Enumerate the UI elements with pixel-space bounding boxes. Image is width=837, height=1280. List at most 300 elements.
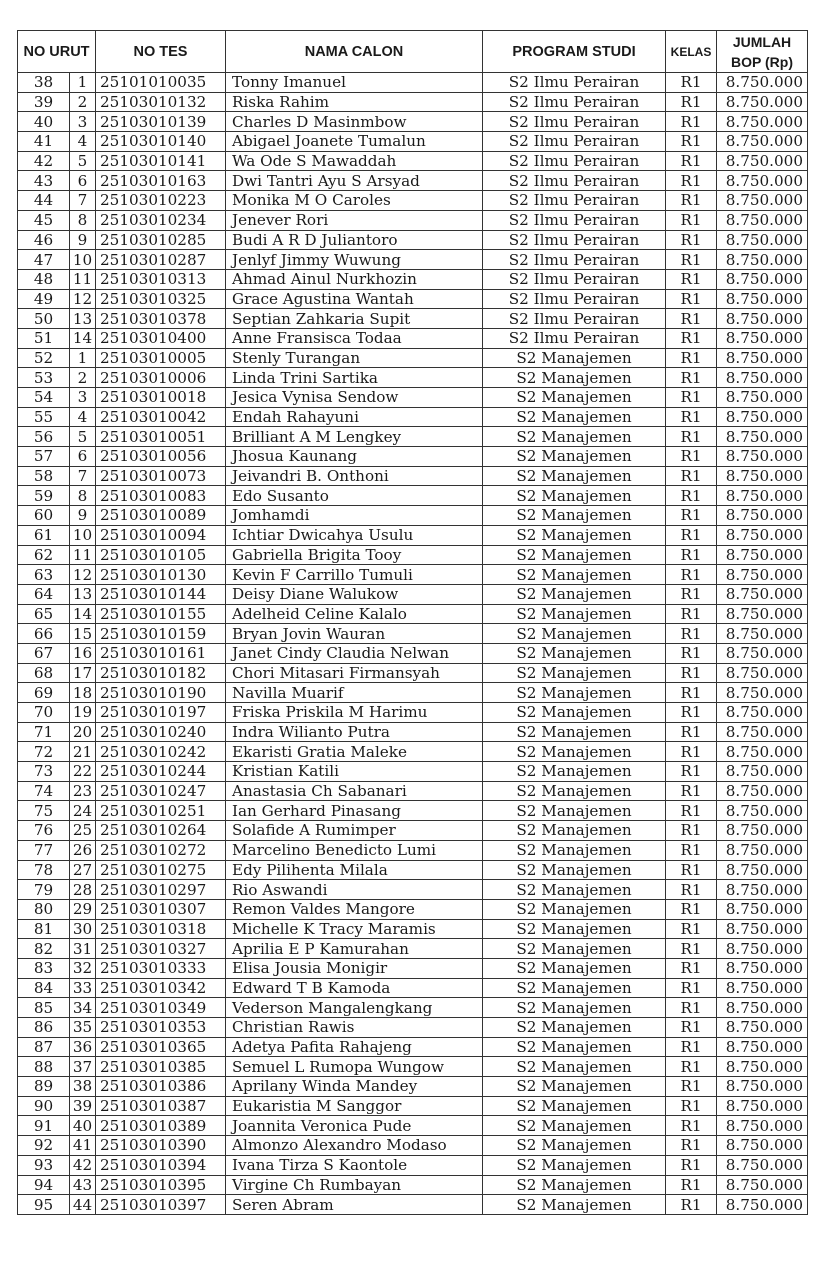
table-row <box>18 1077 808 1097</box>
cell-jumlah-bop: 8.750.000 <box>717 92 808 112</box>
cell-no-program: 1 <box>70 73 96 93</box>
cell-nama-calon: Almonzo Alexandro Modaso <box>226 1136 483 1156</box>
cell-no-urut: 69 <box>18 683 70 703</box>
cell-program-studi: S2 Manajemen <box>483 1037 666 1057</box>
cell-nama-calon: Adetya Pafita Rahajeng <box>226 1037 483 1057</box>
table-row <box>18 781 808 801</box>
cell-nama-calon: Friska Priskila M Harimu <box>226 703 483 723</box>
cell-no-urut: 60 <box>18 506 70 526</box>
table-row <box>18 1195 808 1215</box>
cell-no-urut: 95 <box>18 1195 70 1215</box>
cell-jumlah-bop: 8.750.000 <box>717 781 808 801</box>
cell-no-tes: 25103010349 <box>96 998 226 1018</box>
cell-no-tes: 25103010130 <box>96 565 226 585</box>
cell-nama-calon: Rio Aswandi <box>226 880 483 900</box>
cell-no-tes: 25103010400 <box>96 328 226 348</box>
cell-jumlah-bop: 8.750.000 <box>717 309 808 329</box>
cell-no-urut: 53 <box>18 368 70 388</box>
table-row <box>18 506 808 526</box>
cell-program-studi: S2 Manajemen <box>483 860 666 880</box>
cell-jumlah-bop: 8.750.000 <box>717 210 808 230</box>
cell-no-program: 10 <box>70 525 96 545</box>
cell-no-urut: 39 <box>18 92 70 112</box>
cell-no-urut: 67 <box>18 643 70 663</box>
cell-no-urut: 54 <box>18 388 70 408</box>
table-row <box>18 919 808 939</box>
cell-no-urut: 51 <box>18 328 70 348</box>
cell-kelas: R1 <box>666 1077 717 1097</box>
cell-kelas: R1 <box>666 1037 717 1057</box>
cell-jumlah-bop: 8.750.000 <box>717 1116 808 1136</box>
cell-program-studi: S2 Manajemen <box>483 1077 666 1097</box>
cell-jumlah-bop: 8.750.000 <box>717 643 808 663</box>
cell-kelas: R1 <box>666 132 717 152</box>
table-row <box>18 565 808 585</box>
cell-no-program: 9 <box>70 506 96 526</box>
cell-kelas: R1 <box>666 447 717 467</box>
cell-nama-calon: Seren Abram <box>226 1195 483 1215</box>
cell-program-studi: S2 Manajemen <box>483 742 666 762</box>
cell-program-studi: S2 Ilmu Perairan <box>483 92 666 112</box>
cell-program-studi: S2 Ilmu Perairan <box>483 328 666 348</box>
cell-no-tes: 25103010397 <box>96 1195 226 1215</box>
cell-no-tes: 25103010163 <box>96 171 226 191</box>
cell-no-urut: 76 <box>18 821 70 841</box>
cell-kelas: R1 <box>666 1136 717 1156</box>
cell-jumlah-bop: 8.750.000 <box>717 1096 808 1116</box>
header-program-studi: PROGRAM STUDI <box>483 31 666 73</box>
table-row <box>18 328 808 348</box>
cell-no-urut: 92 <box>18 1136 70 1156</box>
cell-program-studi: S2 Manajemen <box>483 388 666 408</box>
cell-nama-calon: Kristian Katili <box>226 762 483 782</box>
cell-jumlah-bop: 8.750.000 <box>717 722 808 742</box>
cell-program-studi: S2 Manajemen <box>483 663 666 683</box>
cell-nama-calon: Ian Gerhard Pinasang <box>226 801 483 821</box>
cell-program-studi: S2 Manajemen <box>483 801 666 821</box>
cell-no-tes: 25103010240 <box>96 722 226 742</box>
cell-no-urut: 83 <box>18 958 70 978</box>
cell-no-program: 44 <box>70 1195 96 1215</box>
table-row <box>18 447 808 467</box>
cell-jumlah-bop: 8.750.000 <box>717 742 808 762</box>
table-row <box>18 1175 808 1195</box>
cell-no-program: 33 <box>70 978 96 998</box>
cell-program-studi: S2 Manajemen <box>483 958 666 978</box>
cell-program-studi: S2 Ilmu Perairan <box>483 210 666 230</box>
cell-jumlah-bop: 8.750.000 <box>717 584 808 604</box>
cell-kelas: R1 <box>666 427 717 447</box>
cell-no-program: 16 <box>70 643 96 663</box>
table-row <box>18 1037 808 1057</box>
cell-no-urut: 81 <box>18 919 70 939</box>
cell-no-tes: 25103010318 <box>96 919 226 939</box>
cell-nama-calon: Eukaristia M Sanggor <box>226 1096 483 1116</box>
cell-nama-calon: Marcelino Benedicto Lumi <box>226 840 483 860</box>
cell-jumlah-bop: 8.750.000 <box>717 328 808 348</box>
cell-kelas: R1 <box>666 1057 717 1077</box>
cell-kelas: R1 <box>666 348 717 368</box>
cell-no-urut: 44 <box>18 191 70 211</box>
cell-no-tes: 25103010297 <box>96 880 226 900</box>
cell-program-studi: S2 Manajemen <box>483 486 666 506</box>
cell-no-program: 2 <box>70 92 96 112</box>
cell-nama-calon: Monika M O Caroles <box>226 191 483 211</box>
cell-jumlah-bop: 8.750.000 <box>717 1155 808 1175</box>
cell-nama-calon: Edy Pilihenta Milala <box>226 860 483 880</box>
cell-program-studi: S2 Manajemen <box>483 1155 666 1175</box>
cell-no-program: 20 <box>70 722 96 742</box>
cell-kelas: R1 <box>666 722 717 742</box>
cell-jumlah-bop: 8.750.000 <box>717 486 808 506</box>
header-jumlah-line1: JUMLAH <box>732 33 792 50</box>
cell-nama-calon: Edo Susanto <box>226 486 483 506</box>
cell-kelas: R1 <box>666 486 717 506</box>
cell-kelas: R1 <box>666 584 717 604</box>
table-row <box>18 368 808 388</box>
cell-no-tes: 25103010159 <box>96 624 226 644</box>
table-row <box>18 407 808 427</box>
cell-program-studi: S2 Manajemen <box>483 840 666 860</box>
table-row <box>18 466 808 486</box>
cell-kelas: R1 <box>666 269 717 289</box>
cell-no-program: 24 <box>70 801 96 821</box>
cell-program-studi: S2 Manajemen <box>483 978 666 998</box>
cell-nama-calon: Adelheid Celine Kalalo <box>226 604 483 624</box>
cell-kelas: R1 <box>666 840 717 860</box>
cell-nama-calon: Gabriella Brigita Tooy <box>226 545 483 565</box>
cell-program-studi: S2 Manajemen <box>483 1096 666 1116</box>
cell-program-studi: S2 Ilmu Perairan <box>483 230 666 250</box>
cell-no-urut: 56 <box>18 427 70 447</box>
cell-program-studi: S2 Ilmu Perairan <box>483 250 666 270</box>
cell-program-studi: S2 Manajemen <box>483 525 666 545</box>
table-row <box>18 289 808 309</box>
cell-program-studi: S2 Manajemen <box>483 998 666 1018</box>
cell-no-tes: 25103010197 <box>96 703 226 723</box>
cell-nama-calon: Anne Fransisca Todaa <box>226 328 483 348</box>
cell-no-urut: 86 <box>18 1018 70 1038</box>
cell-nama-calon: Jhosua Kaunang <box>226 447 483 467</box>
table-row <box>18 1057 808 1077</box>
table-row <box>18 683 808 703</box>
header-no-urut: NO URUT <box>18 31 96 73</box>
cell-kelas: R1 <box>666 73 717 93</box>
cell-jumlah-bop: 8.750.000 <box>717 447 808 467</box>
cell-no-program: 39 <box>70 1096 96 1116</box>
table-row <box>18 643 808 663</box>
cell-no-urut: 46 <box>18 230 70 250</box>
cell-no-urut: 84 <box>18 978 70 998</box>
cell-jumlah-bop: 8.750.000 <box>717 171 808 191</box>
cell-no-program: 11 <box>70 269 96 289</box>
cell-no-urut: 47 <box>18 250 70 270</box>
cell-no-program: 18 <box>70 683 96 703</box>
cell-jumlah-bop: 8.750.000 <box>717 250 808 270</box>
cell-no-tes: 25103010264 <box>96 821 226 841</box>
cell-kelas: R1 <box>666 368 717 388</box>
cell-no-tes: 25103010051 <box>96 427 226 447</box>
cell-kelas: R1 <box>666 388 717 408</box>
cell-kelas: R1 <box>666 1175 717 1195</box>
cell-no-tes: 25103010161 <box>96 643 226 663</box>
cell-program-studi: S2 Manajemen <box>483 506 666 526</box>
cell-kelas: R1 <box>666 762 717 782</box>
cell-no-tes: 25103010353 <box>96 1018 226 1038</box>
table-row <box>18 860 808 880</box>
table-row <box>18 880 808 900</box>
cell-no-urut: 48 <box>18 269 70 289</box>
cell-no-urut: 77 <box>18 840 70 860</box>
cell-jumlah-bop: 8.750.000 <box>717 151 808 171</box>
table-row <box>18 978 808 998</box>
cell-nama-calon: Vederson Mangalengkang <box>226 998 483 1018</box>
cell-no-urut: 80 <box>18 899 70 919</box>
cell-nama-calon: Tonny Imanuel <box>226 73 483 93</box>
cell-no-program: 12 <box>70 289 96 309</box>
cell-no-urut: 65 <box>18 604 70 624</box>
table-row <box>18 899 808 919</box>
cell-program-studi: S2 Manajemen <box>483 1136 666 1156</box>
cell-no-urut: 63 <box>18 565 70 585</box>
cell-no-program: 30 <box>70 919 96 939</box>
cell-no-urut: 90 <box>18 1096 70 1116</box>
cell-no-urut: 78 <box>18 860 70 880</box>
cell-program-studi: S2 Ilmu Perairan <box>483 269 666 289</box>
cell-no-tes: 25103010105 <box>96 545 226 565</box>
cell-kelas: R1 <box>666 919 717 939</box>
cell-program-studi: S2 Manajemen <box>483 584 666 604</box>
cell-no-program: 43 <box>70 1175 96 1195</box>
cell-no-program: 11 <box>70 545 96 565</box>
cell-program-studi: S2 Manajemen <box>483 624 666 644</box>
cell-kelas: R1 <box>666 171 717 191</box>
cell-no-program: 3 <box>70 112 96 132</box>
cell-no-program: 15 <box>70 624 96 644</box>
cell-kelas: R1 <box>666 643 717 663</box>
cell-no-tes: 25103010272 <box>96 840 226 860</box>
cell-no-tes: 25103010005 <box>96 348 226 368</box>
cell-no-tes: 25103010378 <box>96 309 226 329</box>
cell-program-studi: S2 Manajemen <box>483 762 666 782</box>
cell-no-program: 35 <box>70 1018 96 1038</box>
cell-no-urut: 71 <box>18 722 70 742</box>
cell-no-tes: 25103010144 <box>96 584 226 604</box>
table-row <box>18 722 808 742</box>
table-row <box>18 703 808 723</box>
cell-jumlah-bop: 8.750.000 <box>717 860 808 880</box>
table-row <box>18 939 808 959</box>
cell-jumlah-bop: 8.750.000 <box>717 762 808 782</box>
cell-no-tes: 25103010006 <box>96 368 226 388</box>
cell-program-studi: S2 Manajemen <box>483 1195 666 1215</box>
cell-no-program: 13 <box>70 584 96 604</box>
cell-no-urut: 89 <box>18 1077 70 1097</box>
cell-program-studi: S2 Manajemen <box>483 1116 666 1136</box>
cell-no-tes: 25103010385 <box>96 1057 226 1077</box>
cell-no-program: 40 <box>70 1116 96 1136</box>
cell-kelas: R1 <box>666 899 717 919</box>
cell-kelas: R1 <box>666 289 717 309</box>
cell-jumlah-bop: 8.750.000 <box>717 73 808 93</box>
cell-jumlah-bop: 8.750.000 <box>717 1057 808 1077</box>
cell-no-urut: 42 <box>18 151 70 171</box>
cell-no-urut: 59 <box>18 486 70 506</box>
table-row <box>18 1018 808 1038</box>
table-row <box>18 388 808 408</box>
cell-no-program: 27 <box>70 860 96 880</box>
table-row <box>18 1096 808 1116</box>
table-row <box>18 762 808 782</box>
cell-program-studi: S2 Manajemen <box>483 466 666 486</box>
table-row <box>18 801 808 821</box>
table-row <box>18 269 808 289</box>
cell-program-studi: S2 Ilmu Perairan <box>483 73 666 93</box>
table-row <box>18 171 808 191</box>
cell-kelas: R1 <box>666 860 717 880</box>
cell-no-program: 17 <box>70 663 96 683</box>
cell-jumlah-bop: 8.750.000 <box>717 978 808 998</box>
cell-jumlah-bop: 8.750.000 <box>717 388 808 408</box>
cell-jumlah-bop: 8.750.000 <box>717 939 808 959</box>
cell-no-tes: 25103010094 <box>96 525 226 545</box>
cell-no-urut: 87 <box>18 1037 70 1057</box>
cell-no-tes: 25103010333 <box>96 958 226 978</box>
cell-no-program: 26 <box>70 840 96 860</box>
cell-no-program: 4 <box>70 407 96 427</box>
cell-program-studi: S2 Ilmu Perairan <box>483 309 666 329</box>
cell-no-urut: 82 <box>18 939 70 959</box>
cell-program-studi: S2 Manajemen <box>483 545 666 565</box>
cell-jumlah-bop: 8.750.000 <box>717 565 808 585</box>
cell-nama-calon: Brilliant A M Lengkey <box>226 427 483 447</box>
cell-no-tes: 25103010056 <box>96 447 226 467</box>
cell-program-studi: S2 Ilmu Perairan <box>483 132 666 152</box>
cell-program-studi: S2 Manajemen <box>483 703 666 723</box>
cell-kelas: R1 <box>666 880 717 900</box>
cell-nama-calon: Wa Ode S Mawaddah <box>226 151 483 171</box>
cell-no-urut: 88 <box>18 1057 70 1077</box>
cell-nama-calon: Anastasia Ch Sabanari <box>226 781 483 801</box>
cell-nama-calon: Elisa Jousia Monigir <box>226 958 483 978</box>
cell-program-studi: S2 Manajemen <box>483 722 666 742</box>
cell-kelas: R1 <box>666 525 717 545</box>
candidate-table <box>17 30 808 1215</box>
cell-nama-calon: Kevin F Carrillo Tumuli <box>226 565 483 585</box>
cell-no-program: 21 <box>70 742 96 762</box>
cell-nama-calon: Solafide A Rumimper <box>226 821 483 841</box>
cell-no-program: 34 <box>70 998 96 1018</box>
cell-no-tes: 25103010313 <box>96 269 226 289</box>
cell-jumlah-bop: 8.750.000 <box>717 407 808 427</box>
cell-nama-calon: Janet Cindy Claudia Nelwan <box>226 643 483 663</box>
cell-nama-calon: Grace Agustina Wantah <box>226 289 483 309</box>
cell-no-program: 29 <box>70 899 96 919</box>
cell-program-studi: S2 Manajemen <box>483 643 666 663</box>
header-no-tes: NO TES <box>96 31 226 73</box>
table-row <box>18 1155 808 1175</box>
cell-nama-calon: Christian Rawis <box>226 1018 483 1038</box>
cell-no-tes: 25103010155 <box>96 604 226 624</box>
cell-kelas: R1 <box>666 309 717 329</box>
cell-nama-calon: Aprilany Winda Mandey <box>226 1077 483 1097</box>
cell-nama-calon: Chori Mitasari Firmansyah <box>226 663 483 683</box>
cell-jumlah-bop: 8.750.000 <box>717 1136 808 1156</box>
cell-no-tes: 25103010042 <box>96 407 226 427</box>
cell-no-urut: 38 <box>18 73 70 93</box>
cell-jumlah-bop: 8.750.000 <box>717 1077 808 1097</box>
cell-no-urut: 74 <box>18 781 70 801</box>
cell-no-urut: 40 <box>18 112 70 132</box>
cell-no-program: 6 <box>70 447 96 467</box>
cell-no-program: 22 <box>70 762 96 782</box>
cell-no-tes: 25103010139 <box>96 112 226 132</box>
cell-no-program: 14 <box>70 328 96 348</box>
table-row <box>18 624 808 644</box>
cell-no-tes: 25103010389 <box>96 1116 226 1136</box>
cell-jumlah-bop: 8.750.000 <box>717 132 808 152</box>
cell-program-studi: S2 Manajemen <box>483 427 666 447</box>
cell-kelas: R1 <box>666 663 717 683</box>
cell-no-program: 42 <box>70 1155 96 1175</box>
cell-no-tes: 25103010287 <box>96 250 226 270</box>
cell-nama-calon: Ivana Tirza S Kaontole <box>226 1155 483 1175</box>
cell-kelas: R1 <box>666 250 717 270</box>
cell-nama-calon: Remon Valdes Mangore <box>226 899 483 919</box>
cell-no-program: 31 <box>70 939 96 959</box>
header-jumlah-line2: BOP (Rp) <box>731 53 793 70</box>
cell-jumlah-bop: 8.750.000 <box>717 368 808 388</box>
cell-no-urut: 72 <box>18 742 70 762</box>
cell-jumlah-bop: 8.750.000 <box>717 801 808 821</box>
cell-no-program: 10 <box>70 250 96 270</box>
cell-no-tes: 25103010073 <box>96 466 226 486</box>
cell-kelas: R1 <box>666 230 717 250</box>
cell-kelas: R1 <box>666 407 717 427</box>
cell-program-studi: S2 Manajemen <box>483 1175 666 1195</box>
cell-kelas: R1 <box>666 939 717 959</box>
cell-jumlah-bop: 8.750.000 <box>717 624 808 644</box>
cell-no-urut: 66 <box>18 624 70 644</box>
cell-jumlah-bop: 8.750.000 <box>717 191 808 211</box>
cell-kelas: R1 <box>666 1116 717 1136</box>
cell-kelas: R1 <box>666 1018 717 1038</box>
table-row <box>18 73 808 93</box>
cell-program-studi: S2 Ilmu Perairan <box>483 151 666 171</box>
cell-kelas: R1 <box>666 1155 717 1175</box>
cell-no-urut: 55 <box>18 407 70 427</box>
cell-no-program: 13 <box>70 309 96 329</box>
cell-program-studi: S2 Ilmu Perairan <box>483 171 666 191</box>
cell-kelas: R1 <box>666 958 717 978</box>
cell-no-urut: 94 <box>18 1175 70 1195</box>
cell-no-urut: 41 <box>18 132 70 152</box>
cell-kelas: R1 <box>666 821 717 841</box>
table-row <box>18 112 808 132</box>
cell-kelas: R1 <box>666 151 717 171</box>
cell-no-urut: 43 <box>18 171 70 191</box>
cell-no-program: 36 <box>70 1037 96 1057</box>
cell-program-studi: S2 Ilmu Perairan <box>483 112 666 132</box>
cell-no-program: 2 <box>70 368 96 388</box>
cell-nama-calon: Virgine Ch Rumbayan <box>226 1175 483 1195</box>
cell-jumlah-bop: 8.750.000 <box>717 663 808 683</box>
cell-jumlah-bop: 8.750.000 <box>717 348 808 368</box>
table-row <box>18 132 808 152</box>
cell-no-tes: 25103010285 <box>96 230 226 250</box>
cell-no-tes: 25101010035 <box>96 73 226 93</box>
cell-no-tes: 25103010387 <box>96 1096 226 1116</box>
